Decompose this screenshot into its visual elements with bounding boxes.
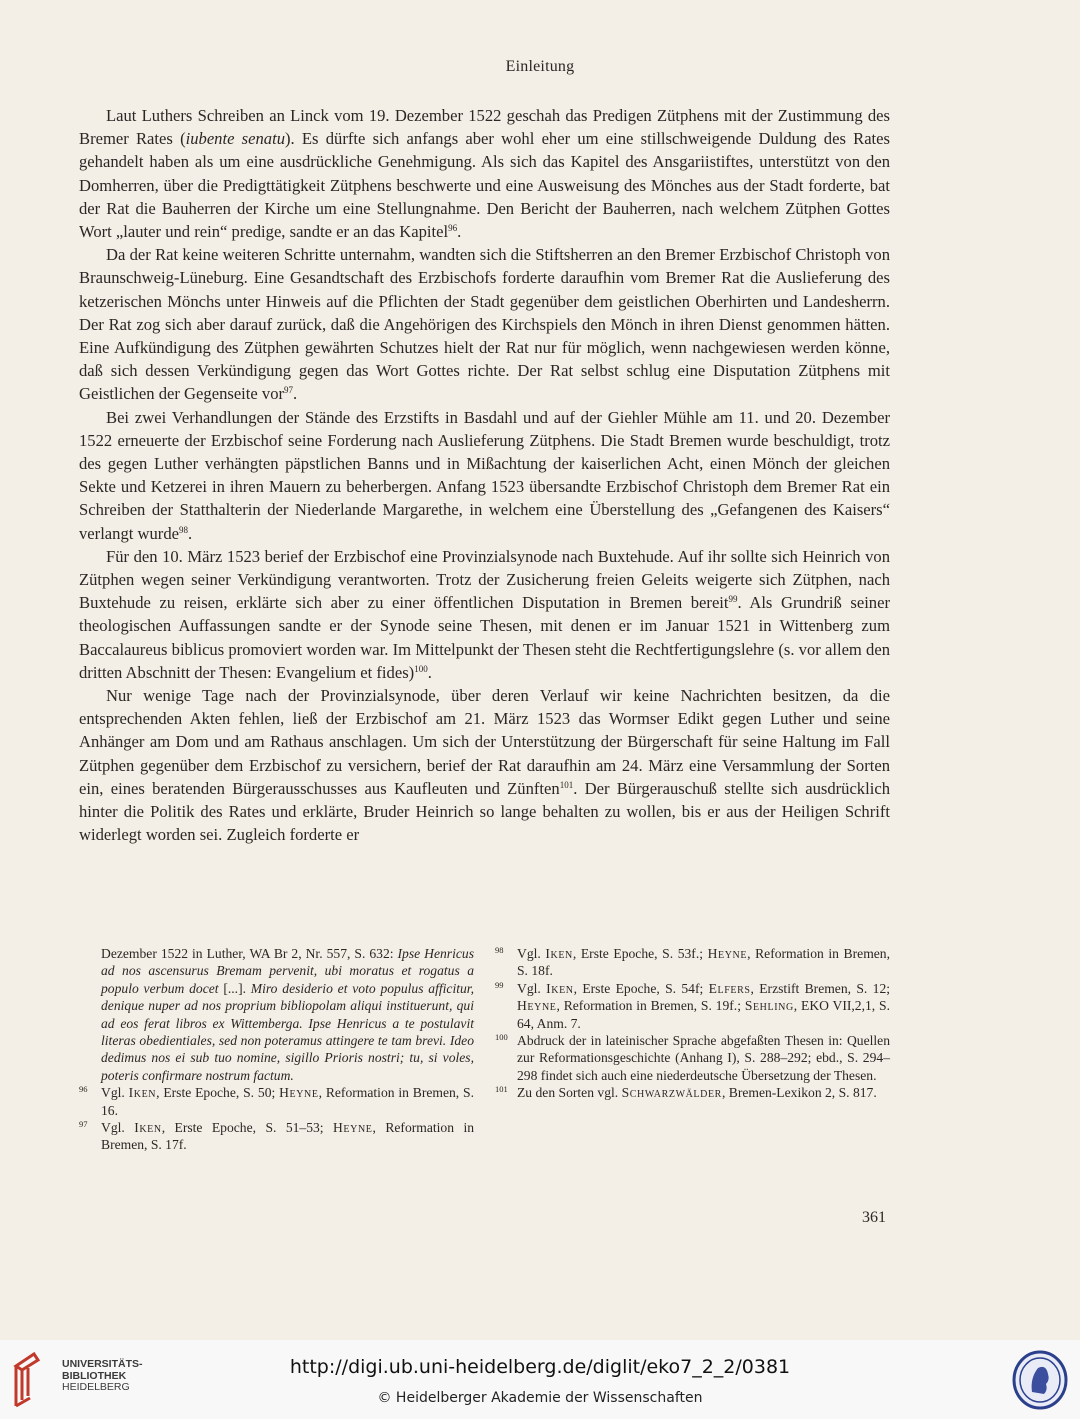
- footnote-ref: 100: [414, 663, 428, 674]
- logo-line: HEIDELBERG: [62, 1381, 130, 1393]
- footnote-ref: 101: [559, 779, 574, 790]
- footnote-number: 97: [79, 1119, 88, 1130]
- paragraph: Nur wenige Tage nach der Provinzialsynode, über deren Verlauf wir keine Nachrichten besitzen, da die entsprechenden Akten fehlen, ließ der Erzbischof am 21. März 1523 das Wormser Edikt gegen Luther und seine Anhänger am Dom und am Rathaus anschlagen. Um sich der Unterstützung der Bürgerschaft für seine Haltung im Fall Zütphen gegenüber dem Erzbischof zu versichern, berief der Rat daraufhin am 24. März eine Versammlung der Sorten ein, eines beratenden Bürgerausschusses aus Kaufleuten und Zünften$^{101}$. Der Bürgerauschuß stellte sich ausdrücklich hinter die Politik des Rates und erklärte, Bruder Heinrich so lange behalten zu wollen, bis er aus der Heiligen Schrift widerlegt worden sei. Zugleich forderte er: [79, 686, 890, 845]
- copyright-notice: © Heidelberger Akademie der Wissenschaften: [377, 1390, 703, 1406]
- running-head: Einleitung: [505, 58, 575, 75]
- paragraph: Da der Rat keine weiteren Schritte unternahm, wandten sich die Stiftsherren an den Bremer Erzbischof Christoph von Braunschweig-Lüneburg. Eine Gesandtschaft des Erzbischofs forderte daraufhin vom Bremer Rat die Auslieferung des ketzerischen Mönchs unter Hinweis auf die Pflichten der Stadt gegenüber dem geistlichen Oberhirten und Landesherrn. Der Rat zog sich aber darauf zurück, daß die Angehörigen des Kirchspiels den Mönch in ihren Dienst genommen hätten. Eine Aufkündigung des Zütphen gewährten Schutzes hielt der Rat nur für möglich, wenn nachgewiesen werden könne, daß sich dessen Verkündigung gegen das Wort Gottes richte. Der Rat selbst schlug eine Disputation Zütphens mit Geistlichen der Gegenseite vor$^{97}$.: [79, 245, 890, 404]
- footnote-101: [495, 1084, 890, 1101]
- footnote-number: 99: [495, 979, 504, 990]
- main-text: [79, 104, 890, 847]
- footnote-continuation: Dezember 1522 in Luther, WA Br 2, Nr. 557, S. 632: Ipse Henricus ad nos ascensurus Bremam pervenit, ubi moratus et rogatus a populo verbum docet [...]. Miro desiderio et voto populus afficitur, denique nuper ad nos proprium bibliopolam aliqui instituerunt, qui ad eos ferat libros ex Wittemberga. Ipse Henricus a te postulavit literas obedientiales, sed non poteramus attingere te tam brevi. Ideo dedimus nos ei sub tuo nomine, sigillo Prioris nostri; tu, si voles, poteris confirmare nostrum factum.: [101, 946, 474, 1083]
- footnotes-right-column: [495, 945, 890, 1102]
- footnote-98: [495, 945, 890, 980]
- footnote-text: Abdruck der in lateinischer Sprache abgefaßten Thesen in: Quellen zur Reformationsgeschichte (Anhang I), S. 288–292; ebd., S. 294–298 findet sich auch eine niederdeutsche Übersetzung der Thesen.: [517, 1033, 890, 1083]
- footnote-96: [79, 1084, 474, 1119]
- footnote-ref: 96: [448, 223, 458, 234]
- page-number: 361: [862, 1209, 886, 1226]
- footnote-97: [79, 1119, 474, 1154]
- footnote-text: Vgl. Iken, Erste Epoche, S. 54f; Elfers, Erzstift Bremen, S. 12; Heyne, Reformation in Bremen, S. 19f.; Sehling, EKO VII,2,1, S. 64, Anm. 7.: [517, 980, 891, 1031]
- footnote-text: Vgl. Iken, Erste Epoche, S. 51–53; Heyne, Reformation in Bremen, S. 17f.: [101, 1120, 475, 1153]
- footnote-number: 98: [495, 945, 504, 955]
- logo-line: UNIVERSITÄTS-: [62, 1358, 143, 1370]
- footnote-ref: 99: [728, 594, 738, 605]
- footnote-number: 101: [495, 1084, 508, 1095]
- viewer-footer: [0, 1340, 1080, 1419]
- footnote-number: 96: [79, 1084, 88, 1095]
- footnote-99: [495, 980, 890, 1032]
- footnote-100: [495, 1032, 890, 1084]
- footnote-text: Vgl. Iken, Erste Epoche, S. 53f.; Heyne, Reformation in Bremen, S. 18f.: [517, 946, 890, 979]
- paragraph: Bei zwei Verhandlungen der Stände des Erzstifts in Basdahl und auf der Giehler Mühle am 11. und 20. Dezember 1522 erneuerte der Erzbischof seine Forderung nach Auslieferung Zütphens. Die Stadt Bremen wurde beschuldigt, trotz des gegen Luther verhängten päpstlichen Banns und in Mißachtung der kaiserlichen Acht, einen Mönch der gleichen Sekte und Ketzerei in ihren Mauern zu beherbergen. Anfang 1523 übersandte Erzbischof Christoph dem Bremer Rat ein Schreiben der Statthalterin der Niederlande Margarethe, in welchem eine Überstellung des „Gefangenen des Kaisers“ verlangt wurde$^{98}$.: [79, 407, 890, 543]
- footnote-text: Vgl. Iken, Erste Epoche, S. 50; Heyne, Reformation in Bremen, S. 16.: [101, 1085, 474, 1118]
- footnote-number: 100: [495, 1032, 508, 1043]
- paragraph: Für den 10. März 1523 berief der Erzbischof eine Provinzialsynode nach Buxtehude. Auf ihr sollte sich Heinrich von Zütphen wegen seiner Verkündigung verantworten. Trotz der Zusicherung freien Geleits weigerte sich Zütphen, nach Buxtehude zu reisen, erklärte sich aber zu einer öffentlichen Disputation in Bremen bereit$^{99}$. Als Grundriß seiner theologischen Auffassungen sandte er der Synode seine Thesen, mit denen er im Januar 1521 in Wittenberg zum Baccalaureus biblicus promoviert worden war. Im Mittelpunkt der Thesen steht die Rechtfertigungslehre (s. vor allem den dritten Abschnitt der Thesen: Evangelium et fides)$^{100}$.: [79, 546, 890, 682]
- footnotes-left-column: [79, 945, 474, 1154]
- logo-line: BIBLIOTHEK: [62, 1369, 127, 1382]
- footnote-ref: 98: [178, 524, 188, 535]
- footnote-text: Zu den Sorten vgl. Schwarzwälder, Bremen-Lexikon 2, S. 817.: [517, 1085, 877, 1101]
- paragraph: Laut Luthers Schreiben an Linck vom 19. Dezember 1522 geschah das Predigen Zütphens mit der Zustimmung des Bremer Rates (iubente senatu). Es dürfte sich anfangs aber wohl eher um eine stillschweigende Duldung des Rates gehandelt haben als um eine ausdrückliche Genehmigung. Als sich das Kapitel des Ansgariistiftes, unterstützt von den Domherren, über die Predigttätigkeit Zütphens beschwerte und eine Ausweisung des Mönches aus der Stadt forderte, bat der Rat die Bauherren der Kirche um eine Stellungnahme. Den Bericht der Bauherren, nach welchem Zütphen Gottes Wort „lauter und rein“ predige, sandte er an das Kapitel$^{96}$.: [79, 106, 890, 242]
- footnote-ref: 97: [284, 385, 294, 396]
- permalink-url[interactable]: http://digi.ub.uni-heidelberg.de/diglit/eko7_2_2/0381: [289, 1356, 791, 1378]
- academy-seal-icon[interactable]: [1012, 1350, 1068, 1410]
